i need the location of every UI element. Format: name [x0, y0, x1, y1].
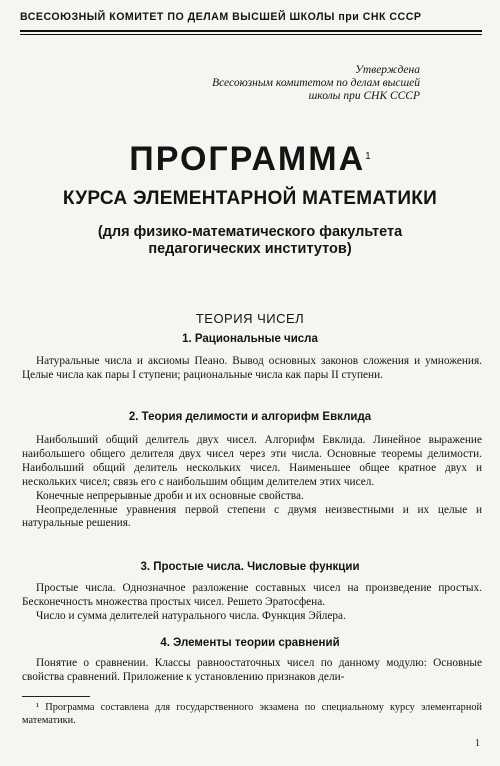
- paragraph: Конечные непрерывные дроби и их основные свойства.: [36, 489, 304, 502]
- audience-note-line-1: (для физико-математического факультета: [97, 224, 403, 240]
- title-footnote-mark: 1: [365, 151, 371, 162]
- paragraph: Простые числа. Однозначное разложение составных чисел на произведение простых. Бесконечность множества простых чисел. Решето Эратосфена.: [22, 582, 482, 608]
- page-number: 1: [475, 738, 480, 749]
- approval-stamp: [200, 64, 420, 103]
- document-audience-note: [0, 224, 500, 258]
- paragraph: Наибольший общий делитель двух чисел. Алгорифм Евклида. Линейное выражение наибольшего общего делителя двух чисел через эти числа. Основные теоремы делимости. Наибольший общий делитель нескольких чисел. Наименьшее общее кратное двух и нескольких чисел; связь его с наибольшим общим делителем этих чисел.: [22, 434, 482, 488]
- section-body-4: [22, 657, 482, 685]
- section-body-2: [22, 434, 482, 531]
- part-heading: ТЕОРИЯ ЧИСЕЛ: [195, 311, 305, 326]
- footnote: ¹ Программа составлена для государственного экзамена по специальному курсу элементарной математики.: [22, 702, 482, 726]
- paragraph: Число и сумма делителей натурального числа. Функция Эйлера.: [36, 609, 346, 622]
- institution-header: ВСЕСОЮЗНЫЙ КОМИТЕТ ПО ДЕЛАМ ВЫСШЕЙ ШКОЛЫ при СНК СССР: [20, 11, 422, 23]
- approval-line-2: Всесоюзным комитетом по делам высшей: [212, 77, 420, 89]
- paragraph: Неопределенные уравнения первой степени с двумя неизвестными и их целые и натуральные решения.: [22, 503, 482, 530]
- paragraph: Понятие о сравнении. Классы равноостаточных чисел по данному модулю: Основные свойства сравнений. Приложение к установлению признаков дели-: [22, 657, 482, 683]
- document-title: [0, 140, 500, 178]
- section-heading-1: 1. Рациональные числа: [182, 333, 318, 345]
- document-subtitle: КУРСА ЭЛЕМЕНТАРНОЙ МАТЕМАТИКИ: [62, 188, 438, 209]
- audience-note-line-2: педагогических институтов): [148, 241, 352, 257]
- section-heading-2: 2. Теория делимости и алгорифм Евклида: [128, 411, 372, 423]
- approval-line-3: школы при СНК СССР: [308, 90, 420, 102]
- header-rule-thin: [20, 34, 482, 35]
- paragraph: Натуральные числа и аксиомы Пеано. Вывод основных законов сложения и умножения. Целые числа как пары I ступени; рациональные числа как пары II ступени.: [22, 355, 482, 381]
- approval-line-1: Утверждена: [355, 64, 420, 76]
- section-heading-4: 4. Элементы теории сравнений: [160, 637, 340, 649]
- header-rule: [20, 30, 482, 32]
- section-body-1: [22, 355, 482, 383]
- section-heading-3: 3. Простые числа. Числовые функции: [140, 561, 360, 573]
- title-main-text: ПРОГРАММА: [129, 140, 366, 178]
- footnote-rule: [22, 696, 90, 697]
- section-body-3: [22, 582, 482, 624]
